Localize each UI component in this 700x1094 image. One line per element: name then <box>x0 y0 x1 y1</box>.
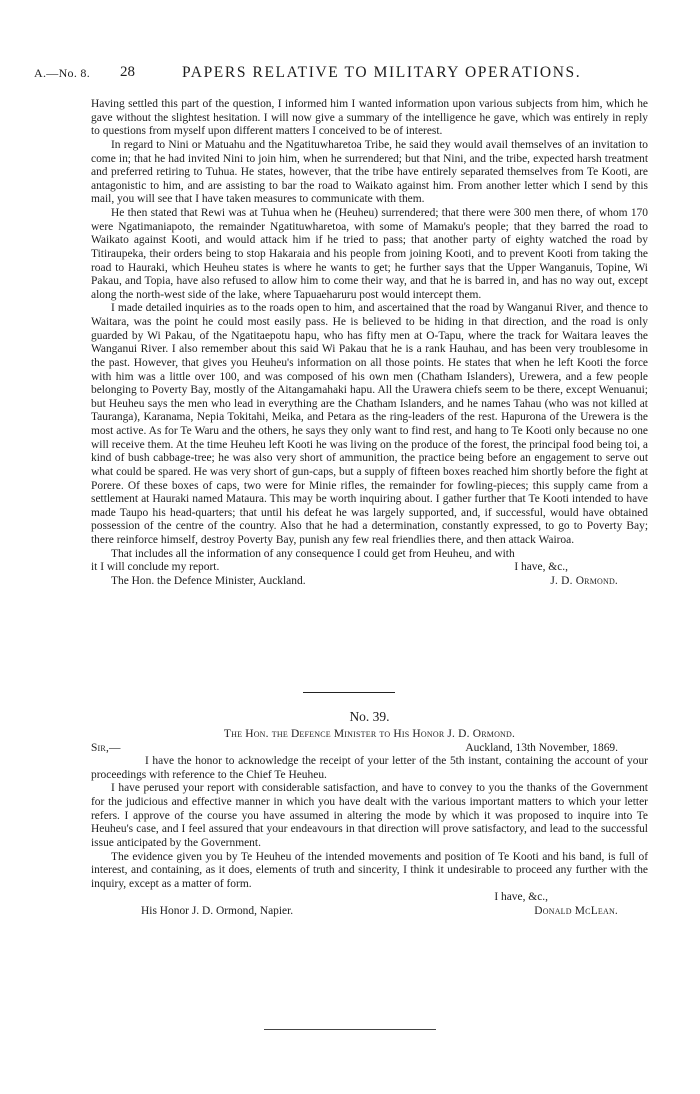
paragraph: He then stated that Rewi was at Tuhua when he (Heuheu) surrendered; that there were 300 men there, of whom 170 were Ngatimaniapoto, the remainder Ngatituwharetoa, with some of Mamaku's people; that they barred the road to Waikato against Kooti, and would attack him if he tried to pass; that another party of eighty watched the road by Titiraupeka, their orders being to stop Hakaraia and his people from joining Kooti, and to prevent Kooti from taking the road to Hauraki, which Heuheu states is where he wants to get; he further says that the Upper Wanganuis, Topine, Wi Pakau, and Topia, have also refused to allow him to come their way, and that he is barred in, and has no way out, except along the north-west side of the lake, where Tapuaeharuru post would intercept them. <box>91 207 648 301</box>
end-rule <box>264 1029 436 1030</box>
letter-heading: The Hon. the Defence Minister to His Honor J. D. Ormond. <box>223 728 516 740</box>
salutation-line <box>91 742 648 756</box>
addressee: His Honor J. D. Ormond, Napier. <box>141 905 294 918</box>
letter-heading-line <box>91 728 648 742</box>
paragraph: I made detailed inquiries as to the roads open to him, and ascertained that the road by Wanganui River, and thence to Waitara, was the point he could most easily pass. He is believed to be hiding in that direction, and the road is only guarded by Wi Pakau, of the Ngatitaepotu hapu, who has fifty men at O-Tapu, where the track for Waitara leaves the Wanganui River. I also remember about this said Wi Pakau that he is a rank Hauhau, and has been very troublesome in the past. However, that gives you Heuheu's information on all those points. He states that when he left Kooti the force with him was a little over 100, and was composed of his own men (Chatham Islanders), Urewera, and a few people belonging to Poverty Bay, mostly of the Aitangamahaki hapu. All the Urawera chiefs seem to be there, except Wenuanui; but Heuheu says the men who lead in everything are the Chatham Islanders, and he names Tahau (who was not killed at Tauranga), Karanama, Nepia Tokitahi, Meika, and Petara as the ring-leaders of the rest. Hapurona of the Urewera is the most active. As for Te Waru and the others, he says they only want to find rest, and hang to Te Kooti only because no one will receive them. At the time Heuheu left Kooti he was living on the produce of the forest, the principal food being toi, a kind of bush cabbage-tree; he was also very short of ammunition, the practice being before an engagement to serve out what could be spared. He was very short of gun-caps, but a supply of fifteen boxes reached him shortly before the fight at Porere. Of these boxes of caps, two were for Minie rifles, the remainder for fowling-pieces; this supply came from a settlement at Hauraki named Mataura. This may be worth inquiring about. I gather further that Te Kooti intended to have made Taupo his head-quarters; that until his defeat he was largely supported, and, if successful, would have obtained possession of the centre of the country. Also that he had a determination, constantly expressed, to go to Poverty Bay; there reinforce himself, destroy Poverty Bay, punish any few real friendlies there, and then attack Wairoa. <box>91 302 648 546</box>
addressee-line <box>91 905 648 919</box>
closing-line <box>91 561 648 575</box>
letter-number: No. 39. <box>349 709 390 724</box>
addressee-line <box>91 575 648 589</box>
paragraph: Having settled this part of the question, I informed him I wanted information upon various subjects from him, which he gave without the slightest hesitation. I will now give a summary of the intelligence he gave, which was entirely in reply to questions from myself upon different matters I conceived to be of interest. <box>91 98 648 138</box>
paragraph: The evidence given you by Te Heuheu of the intended movements and position of Te Kooti and his band, is full of interest, and containing, as it does, elements of truth and sincerity, I think it undesirable to proceed any further with the inquiry, except as a matter of form. <box>91 850 648 890</box>
valediction-line <box>91 891 648 905</box>
page-number: 28 <box>120 64 135 80</box>
signature: Donald McLean. <box>534 905 618 918</box>
valediction: I have, &c., <box>514 561 568 574</box>
running-header <box>34 66 666 84</box>
letter-date: Auckland, 13th November, 1869. <box>465 741 618 754</box>
page-title: PAPERS RELATIVE TO MILITARY OPERATIONS. <box>182 64 582 81</box>
closing-text: it I will conclude my report. <box>91 561 220 574</box>
paragraph: That includes all the information of any consequence I could get from Heuheu, and with <box>111 547 515 560</box>
salutation: Sir,— <box>91 741 121 754</box>
letter-ormond <box>91 98 648 588</box>
paper-reference: A.—No. 8. <box>34 66 91 80</box>
paragraph: In regard to Nini or Matuahu and the Ngatituwharetoa Tribe, he said they would avail themselves of an invitation to come in; that he had invited Nini to join him, when he surrendered; but that Nini, and the tribe, expected harsh treatment and preferred retiring to Tuhua. He states, however, that the tribe have entirely separated themselves from Te Kooti, are antagonistic to him, and are assisting to bar the road to Waikato against him. From another letter which I send by this mail, you will see that I have taken measures to communicate with them. <box>91 138 648 206</box>
section-divider <box>303 692 395 693</box>
valediction: I have, &c., <box>494 891 548 904</box>
letter-mclean <box>91 710 648 919</box>
addressee: The Hon. the Defence Minister, Auckland. <box>111 574 306 587</box>
paragraph: I have the honor to acknowledge the receipt of your letter of the 5th instant, containing the account of your proceedings with reference to the Chief Te Heuheu. <box>91 755 648 781</box>
letter-number-line <box>91 710 648 728</box>
paragraph: I have perused your report with considerable satisfaction, and have to convey to you the thanks of the Government for the judicious and effective manner in which you have dealt with the various important matters to which your letter refers. I approve of the course you have assumed in altering the mode by which it was proposed to inquire into Te Heuheu's case, and I feel assured that your endeavours in that direction will prove satisfactory, and lead to the successful issue anticipated by the Government. <box>91 782 648 849</box>
signature: J. D. Ormond. <box>550 574 618 587</box>
